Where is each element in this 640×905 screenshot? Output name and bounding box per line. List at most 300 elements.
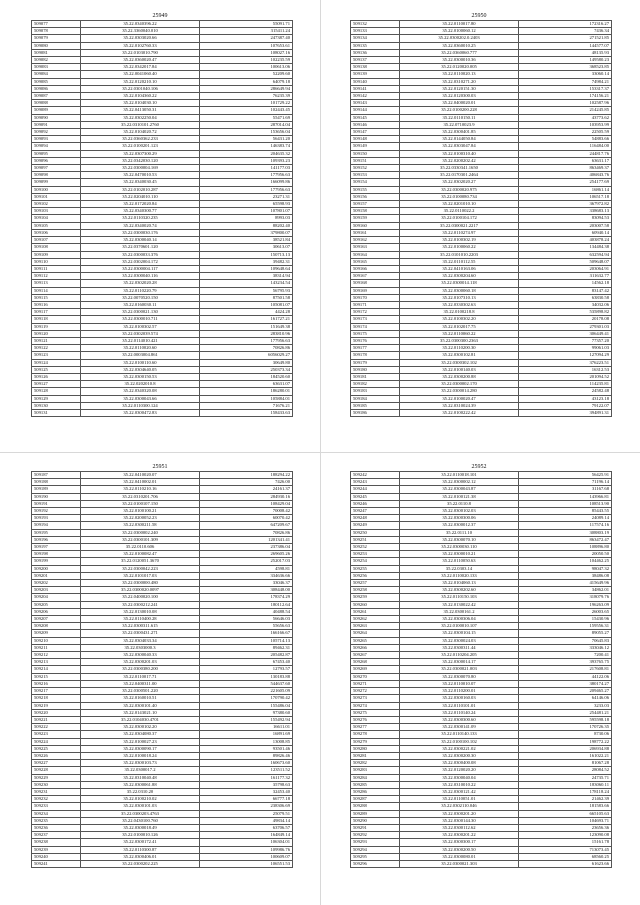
row-id-cell: 509219 bbox=[32, 702, 81, 709]
value-cell: 181583.66 bbox=[519, 803, 612, 810]
cadastral-number-cell: 35.22.0300002.170 bbox=[400, 381, 519, 388]
value-cell: 252017.03 bbox=[200, 558, 293, 565]
table-row bbox=[351, 294, 612, 301]
cadastral-number-cell: 35.22.0103010.790 bbox=[81, 49, 200, 56]
value-cell: 116484.00 bbox=[519, 143, 612, 150]
row-id-cell: 509265 bbox=[351, 637, 400, 644]
value-cell: 287014.04 bbox=[200, 121, 293, 128]
value-cell: 38521.84 bbox=[200, 237, 293, 244]
cadastral-number-cell: 35.22.0120020.005 bbox=[400, 64, 519, 71]
row-id-cell: 509106 bbox=[32, 229, 81, 236]
value-cell: 177956.63 bbox=[200, 186, 293, 193]
row-id-cell: 509282 bbox=[351, 760, 400, 767]
table-row bbox=[32, 709, 293, 716]
value-cell: 198772.22 bbox=[519, 738, 612, 745]
cadastral-number-cell: 35.22.0100010.107 bbox=[400, 623, 519, 630]
table-row bbox=[32, 853, 293, 860]
cadastral-number-cell: 35.22.0413050.31 bbox=[81, 107, 200, 114]
value-cell: 535898.82 bbox=[519, 309, 612, 316]
table-row bbox=[32, 78, 293, 85]
table-row bbox=[351, 767, 612, 774]
table-row bbox=[351, 244, 612, 251]
value-cell: 56795.93 bbox=[200, 287, 293, 294]
table-row bbox=[351, 522, 612, 529]
value-cell: 509648.07 bbox=[519, 258, 612, 265]
row-id-cell: 509274 bbox=[351, 702, 400, 709]
cadastral-number-cell: 35.22.0300221.02 bbox=[400, 745, 519, 752]
table-row bbox=[351, 229, 612, 236]
table-row bbox=[32, 244, 293, 251]
cadastral-number-cell: 35.22.0300101.03 bbox=[81, 803, 200, 810]
table-row bbox=[32, 839, 293, 846]
cadastral-number-cell: 35.22.0130022.42 bbox=[400, 601, 519, 608]
table-row bbox=[351, 143, 612, 150]
table-row bbox=[32, 136, 293, 143]
cadastral-number-cell: 35.22.0410020.07 bbox=[81, 472, 200, 479]
row-id-cell: 509078 bbox=[32, 28, 81, 35]
cadastral-number-cell: 35.22.0107310.13 bbox=[400, 294, 519, 301]
row-id-cell: 509089 bbox=[32, 107, 81, 114]
cadastral-number-cell: 35.22.0300112.62 bbox=[400, 824, 519, 831]
table-row bbox=[32, 702, 293, 709]
table-row bbox=[351, 366, 612, 373]
table-row bbox=[32, 486, 293, 493]
table-row bbox=[351, 788, 612, 795]
table-row bbox=[32, 179, 293, 186]
table-row bbox=[32, 860, 293, 867]
cadastral-number-cell: 35.22.0300406.01 bbox=[81, 853, 200, 860]
cadastral-number-cell: 35.22.0100200.228 bbox=[400, 107, 519, 114]
value-cell: 34032.06 bbox=[519, 301, 612, 308]
row-id-cell: 509138 bbox=[351, 64, 400, 71]
cadastral-number-cell: 35.22.0110274.97 bbox=[400, 229, 519, 236]
value-cell: 107801.07 bbox=[200, 208, 293, 215]
table-row bbox=[32, 229, 293, 236]
value-cell: 237386.04 bbox=[200, 544, 293, 551]
value-cell: 151649.38 bbox=[200, 323, 293, 330]
row-id-cell: 509181 bbox=[351, 373, 400, 380]
row-id-cell: 509233 bbox=[32, 803, 81, 810]
value-cell: 28084.52 bbox=[519, 767, 612, 774]
cadastral-number-cell: 35.22.0110050.63 bbox=[400, 558, 519, 565]
cadastral-number-cell: 35.22.0300431.271 bbox=[81, 630, 200, 637]
table-row bbox=[32, 796, 293, 803]
row-id-cell: 509145 bbox=[351, 114, 400, 121]
table-row bbox=[351, 515, 612, 522]
value-cell: 38486.08 bbox=[519, 572, 612, 579]
cadastral-number-cell: 35.22.0300021.130 bbox=[81, 309, 200, 316]
value-cell: 146383.74 bbox=[200, 143, 293, 150]
row-id-cell: 509152 bbox=[351, 165, 400, 172]
row-id-cell: 509077 bbox=[32, 21, 81, 28]
value-cell: 105081.07 bbox=[200, 301, 293, 308]
cadastral-number-cell: 35.22.0110051.01 bbox=[400, 796, 519, 803]
row-id-cell: 509146 bbox=[351, 121, 400, 128]
table-row bbox=[32, 738, 293, 745]
value-cell: 39482.31 bbox=[200, 258, 293, 265]
row-id-cell: 509172 bbox=[351, 309, 400, 316]
value-cell: 74984.21 bbox=[519, 78, 612, 85]
cadastral-number-cell: 35.22.0104030.10 bbox=[81, 100, 200, 107]
table-row bbox=[32, 330, 293, 337]
row-id-cell: 509217 bbox=[32, 688, 81, 695]
row-id-cell: 509161 bbox=[351, 229, 400, 236]
cadastral-number-cell: 35.22.0110210.16 bbox=[81, 486, 200, 493]
table-row bbox=[351, 580, 612, 587]
value-cell: 203064.91 bbox=[519, 265, 612, 272]
cadastral-number-cell: 35.22.0110017.71 bbox=[81, 673, 200, 680]
table-row bbox=[351, 803, 612, 810]
table-row bbox=[351, 702, 612, 709]
table-row bbox=[32, 594, 293, 601]
cadastral-number-cell: 35.22.0102017.75 bbox=[400, 323, 519, 330]
row-id-cell: 509238 bbox=[32, 839, 81, 846]
row-id-cell: 509092 bbox=[32, 129, 81, 136]
value-cell: 334636.66 bbox=[200, 572, 293, 579]
cadastral-number-cell: 35.22.0100060.12 bbox=[400, 28, 519, 35]
row-id-cell: 509107 bbox=[32, 237, 81, 244]
value-cell: 65598.93 bbox=[200, 201, 293, 208]
row-id-cell: 509189 bbox=[32, 486, 81, 493]
row-id-cell: 509195 bbox=[32, 529, 81, 536]
table-row bbox=[351, 251, 612, 258]
cadastral-number-cell: 35.22.0400311.00 bbox=[81, 680, 200, 687]
value-cell: 403878.24 bbox=[519, 237, 612, 244]
cadastral-number-cell: 35.22.0100010.126 bbox=[81, 832, 200, 839]
value-cell: 217608.81 bbox=[519, 666, 612, 673]
row-id-cell: 509286 bbox=[351, 788, 400, 795]
row-id-cell: 509160 bbox=[351, 222, 400, 229]
row-id-cell: 509109 bbox=[32, 251, 81, 258]
table-row bbox=[32, 402, 293, 409]
cadastral-number-cell: 35.22.0300020.0097 bbox=[81, 587, 200, 594]
row-id-cell: 509263 bbox=[351, 623, 400, 630]
value-cell: 221605.09 bbox=[200, 688, 293, 695]
row-id-cell: 509235 bbox=[32, 817, 81, 824]
value-cell: 247387.40 bbox=[200, 35, 293, 42]
row-id-cell: 509159 bbox=[351, 215, 400, 222]
row-id-cell: 509116 bbox=[32, 301, 81, 308]
row-id-cell: 509285 bbox=[351, 781, 400, 788]
value-cell: 79122.07 bbox=[519, 402, 612, 409]
value-cell: 87501.58 bbox=[200, 294, 293, 301]
row-id-cell: 509082 bbox=[32, 57, 81, 64]
row-id-cell: 509136 bbox=[351, 49, 400, 56]
value-cell: 308448.00 bbox=[200, 587, 293, 594]
row-id-cell: 509193 bbox=[32, 515, 81, 522]
table-row bbox=[32, 788, 293, 795]
cadastral-number-cell: 35.22.0300070.80 bbox=[400, 673, 519, 680]
value-cell: 127094.29 bbox=[519, 352, 612, 359]
table-row bbox=[32, 49, 293, 56]
table-row bbox=[32, 529, 293, 536]
value-cell: 665105.63 bbox=[519, 810, 612, 817]
row-id-cell: 509103 bbox=[32, 208, 81, 215]
row-id-cell: 509117 bbox=[32, 309, 81, 316]
value-cell: 177956.63 bbox=[200, 337, 293, 344]
table-row bbox=[351, 373, 612, 380]
table-row bbox=[351, 551, 612, 558]
cadastral-number-cell: 35.22.0160010.51 bbox=[81, 695, 200, 702]
value-cell: 254481.21 bbox=[519, 709, 612, 716]
row-id-cell: 509201 bbox=[32, 572, 81, 579]
row-id-cell: 509124 bbox=[32, 359, 81, 366]
row-id-cell: 509226 bbox=[32, 752, 81, 759]
table-row bbox=[351, 817, 612, 824]
table-row bbox=[351, 215, 612, 222]
cadastral-number-cell: 35.22.0110204.205 bbox=[400, 652, 519, 659]
row-id-cell: 509100 bbox=[32, 186, 81, 193]
row-id-cell: 509137 bbox=[351, 57, 400, 64]
value-cell: 54883.66 bbox=[519, 136, 612, 143]
table-row bbox=[351, 35, 612, 42]
row-id-cell: 509102 bbox=[32, 201, 81, 208]
document-page-4 bbox=[350, 463, 608, 868]
table-row bbox=[32, 143, 293, 150]
row-id-cell: 509245 bbox=[351, 493, 400, 500]
row-id-cell: 509108 bbox=[32, 244, 81, 251]
row-id-cell: 509144 bbox=[351, 107, 400, 114]
cadastral-number-cell: 35.22.0300172.41 bbox=[81, 839, 200, 846]
value-cell: 24735.71 bbox=[519, 774, 612, 781]
value-cell: 3233.03 bbox=[519, 702, 612, 709]
value-cell: 24089.14 bbox=[519, 515, 612, 522]
value-cell: 49834.14 bbox=[200, 817, 293, 824]
table-row bbox=[32, 373, 293, 380]
cadastral-number-cell: 35.22.0300101.40 bbox=[81, 702, 200, 709]
value-cell: 20178.08 bbox=[519, 316, 612, 323]
row-id-cell: 509190 bbox=[32, 493, 81, 500]
value-cell: 109986.76 bbox=[200, 846, 293, 853]
cadastral-number-cell: 35.22.0300300.06 bbox=[400, 515, 519, 522]
cadastral-number-cell: 35.22.0160030.11 bbox=[81, 301, 200, 308]
cadastral-number-cell: 35.22.0104030.4701 bbox=[81, 716, 200, 723]
cadastral-number-cell: 35.22.0100100.102 bbox=[400, 738, 519, 745]
value-cell: 16611.01 bbox=[200, 724, 293, 731]
value-cell: 117574.16 bbox=[519, 522, 612, 529]
cadastral-number-cell: 35.22.0300300.60 bbox=[400, 716, 519, 723]
cadastral-number-cell: 35.22.0100201.123 bbox=[81, 143, 200, 150]
cadastral-number-cell: 35.22.0100080.734 bbox=[400, 193, 519, 200]
table-row bbox=[32, 222, 293, 229]
row-id-cell: 509267 bbox=[351, 652, 400, 659]
row-id-cell: 509119 bbox=[32, 323, 81, 330]
cadastral-number-cell: 35.22.0300201.03 bbox=[81, 659, 200, 666]
row-id-cell: 509243 bbox=[351, 479, 400, 486]
table-row bbox=[351, 402, 612, 409]
value-cell: 166166.67 bbox=[200, 630, 293, 637]
row-id-cell: 509104 bbox=[32, 215, 81, 222]
table-row bbox=[351, 179, 612, 186]
row-id-cell: 509296 bbox=[351, 860, 400, 867]
table-row bbox=[32, 208, 293, 215]
value-cell: 83147.42 bbox=[519, 287, 612, 294]
cadastral-number-cell: 35.22.0300004.169 bbox=[81, 165, 200, 172]
table-row bbox=[351, 388, 612, 395]
table-row bbox=[32, 608, 293, 615]
cadastral-number-cell: 35.22.0300200.30 bbox=[400, 752, 519, 759]
row-id-cell: 509120 bbox=[32, 330, 81, 337]
cadastral-number-cell: 35.22.0110320.235 bbox=[81, 215, 200, 222]
table-row bbox=[351, 337, 612, 344]
table-row bbox=[32, 309, 293, 316]
cadastral-number-cell: 35.22.0100222.42 bbox=[400, 409, 519, 416]
value-cell: 85443.55 bbox=[519, 508, 612, 515]
cadastral-number-cell: 35.22.0410002.01 bbox=[81, 479, 200, 486]
row-id-cell: 509197 bbox=[32, 544, 81, 551]
value-cell: 174156.21 bbox=[519, 93, 612, 100]
row-id-cell: 509081 bbox=[32, 49, 81, 56]
cadastral-number-cell: 35.22.0300014.280 bbox=[400, 388, 519, 395]
table-row bbox=[32, 186, 293, 193]
value-cell: 64079.18 bbox=[200, 78, 293, 85]
row-id-cell: 509191 bbox=[32, 500, 81, 507]
value-cell: 105884.01 bbox=[200, 395, 293, 402]
row-id-cell: 509150 bbox=[351, 150, 400, 157]
value-cell: 170726.35 bbox=[519, 724, 612, 731]
value-cell: 406843.76 bbox=[519, 172, 612, 179]
table-row bbox=[351, 616, 612, 623]
row-id-cell: 509280 bbox=[351, 745, 400, 752]
row-id-cell: 509199 bbox=[32, 558, 81, 565]
value-cell: 333046.12 bbox=[519, 644, 612, 651]
cadastral-number-cell: 35.22.0370601.120 bbox=[81, 244, 200, 251]
cadastral-number-cell: 35.22.0303.14 bbox=[400, 565, 519, 572]
value-cell: 170790.42 bbox=[200, 695, 293, 702]
row-id-cell: 509268 bbox=[351, 659, 400, 666]
cadastral-number-cell: 35.22.0310201.706 bbox=[81, 493, 200, 500]
row-id-cell: 509135 bbox=[351, 42, 400, 49]
row-id-cell: 509218 bbox=[32, 695, 81, 702]
table-row bbox=[351, 208, 612, 215]
row-id-cell: 509213 bbox=[32, 659, 81, 666]
table-row bbox=[32, 100, 293, 107]
cadastral-number-cell: 35.22.0110101.01 bbox=[400, 702, 519, 709]
cadastral-number-cell: 35.22.0300024.03 bbox=[400, 637, 519, 644]
value-cell: 4598.81 bbox=[200, 565, 293, 572]
document-page-2 bbox=[350, 12, 608, 417]
cadastral-number-cell: 35.22.0041060.40 bbox=[81, 71, 200, 78]
value-cell: 595598.18 bbox=[519, 716, 612, 723]
table-row bbox=[351, 129, 612, 136]
table-row bbox=[32, 824, 293, 831]
value-cell: 109393.23 bbox=[200, 157, 293, 164]
value-cell: 141177.03 bbox=[200, 165, 293, 172]
cadastral-number-cell: 35.22.0310010.22 bbox=[400, 781, 519, 788]
table-row bbox=[351, 500, 612, 507]
cadastral-number-cell: 35.22.0300043.66 bbox=[81, 395, 200, 402]
value-cell: 102235.59 bbox=[200, 57, 293, 64]
row-id-cell: 509281 bbox=[351, 752, 400, 759]
row-id-cell: 509180 bbox=[351, 366, 400, 373]
value-cell: 180112.64 bbox=[200, 601, 293, 608]
value-cell: 286649.94 bbox=[200, 85, 293, 92]
value-cell: 48135.93 bbox=[519, 49, 612, 56]
value-cell: 63706.57 bbox=[200, 824, 293, 831]
cadastral-number-cell: 35.22.0120020.20 bbox=[400, 767, 519, 774]
value-cell: 70008.42 bbox=[200, 508, 293, 515]
table-row bbox=[351, 395, 612, 402]
row-id-cell: 509248 bbox=[351, 515, 400, 522]
row-id-cell: 509208 bbox=[32, 623, 81, 630]
row-id-cell: 509222 bbox=[32, 724, 81, 731]
table-row bbox=[351, 42, 612, 49]
row-id-cell: 509230 bbox=[32, 781, 81, 788]
value-cell: 284930.16 bbox=[200, 493, 293, 500]
cadastral-number-cell: 35.22.0340020.74 bbox=[81, 222, 200, 229]
table-row bbox=[32, 666, 293, 673]
row-id-cell: 509097 bbox=[32, 165, 81, 172]
table-row bbox=[32, 623, 293, 630]
cadastral-number-cell: 35.22.0300000.480 bbox=[81, 580, 200, 587]
row-id-cell: 509143 bbox=[351, 100, 400, 107]
value-cell: 204635.32 bbox=[200, 150, 293, 157]
row-id-cell: 509216 bbox=[32, 680, 81, 687]
cadastral-number-cell: 35.22.0340030.45 bbox=[81, 179, 200, 186]
value-cell: 244817.76 bbox=[519, 150, 612, 157]
table-row bbox=[351, 752, 612, 759]
table-row bbox=[351, 352, 612, 359]
row-id-cell: 509126 bbox=[32, 373, 81, 380]
row-id-cell: 509206 bbox=[32, 608, 81, 615]
table-row bbox=[32, 42, 293, 49]
table-row bbox=[32, 616, 293, 623]
row-id-cell: 509250 bbox=[351, 529, 400, 536]
value-cell: 308803.19 bbox=[519, 529, 612, 536]
cadastral-number-cell: 35.22.0410163.06 bbox=[400, 265, 519, 272]
table-row bbox=[351, 359, 612, 366]
table-row bbox=[351, 472, 612, 479]
cadastral-number-cell: 35.22.0302110.046 bbox=[400, 803, 519, 810]
cadastral-number-cell: 35.22.0360362.233 bbox=[81, 136, 200, 143]
table-row bbox=[351, 544, 612, 551]
cadastral-number-cell: 35.22.0110020.133 bbox=[400, 572, 519, 579]
table-row bbox=[351, 709, 612, 716]
cadastral-number-cell: 35.22.0300200.88 bbox=[400, 373, 519, 380]
row-id-cell: 509252 bbox=[351, 544, 400, 551]
cadastral-number-cell: 35.22.0300020.975 bbox=[400, 186, 519, 193]
value-cell: 153317.37 bbox=[519, 85, 612, 92]
cadastral-number-cell: 35.22.0110.606 bbox=[81, 544, 200, 551]
value-cell: 101729.22 bbox=[200, 100, 293, 107]
table-row bbox=[351, 21, 612, 28]
table-row bbox=[32, 515, 293, 522]
table-row bbox=[32, 688, 293, 695]
cadastral-number-cell: 35.22.0303020.66 bbox=[81, 35, 200, 42]
table-row bbox=[32, 479, 293, 486]
cadastral-number-cell: 35.22.0110200.01 bbox=[400, 688, 519, 695]
row-id-cell: 509254 bbox=[351, 558, 400, 565]
value-cell: 40488.54 bbox=[200, 608, 293, 615]
table-row bbox=[351, 839, 612, 846]
table-row bbox=[351, 85, 612, 92]
cadastral-number-cell: 35.22.0300160.03 bbox=[400, 695, 519, 702]
value-cell: 34862.01 bbox=[519, 587, 612, 594]
cadastral-number-cell: 35.22.0300080.01 bbox=[400, 853, 519, 860]
value-cell: 56646.03 bbox=[200, 616, 293, 623]
cadastral-number-cell: 35.22.0110018.101 bbox=[400, 472, 519, 479]
value-cell: 415649.96 bbox=[519, 580, 612, 587]
row-id-cell: 509291 bbox=[351, 824, 400, 831]
row-id-cell: 509128 bbox=[32, 388, 81, 395]
value-cell: 238306.69 bbox=[200, 803, 293, 810]
row-id-cell: 509154 bbox=[351, 179, 400, 186]
table-row bbox=[351, 287, 612, 294]
cadastral-number-cell: 35.22.0110.8 bbox=[400, 500, 519, 507]
cadastral-number-cell: 35.22.0300017.2 bbox=[81, 767, 200, 774]
cadastral-number-cell: 35.22.3360040.010 bbox=[81, 28, 200, 35]
table-row bbox=[351, 659, 612, 666]
